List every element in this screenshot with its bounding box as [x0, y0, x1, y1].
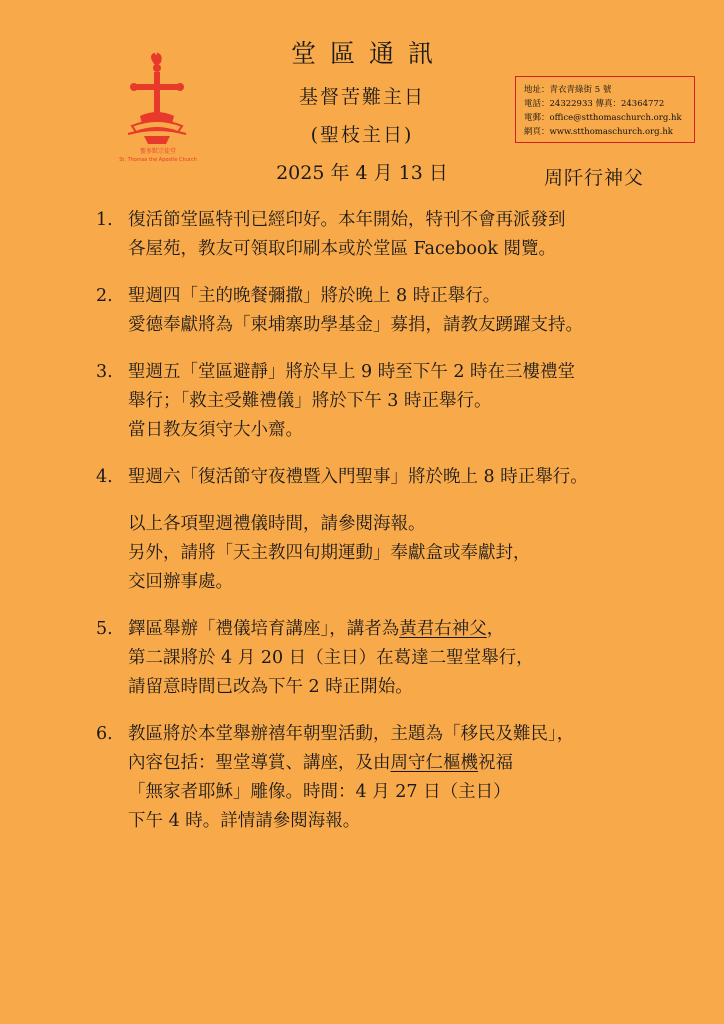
- item-text: 祝福: [478, 753, 513, 773]
- item-text: 內容包括：聖堂導賞、講座，及由: [128, 753, 391, 773]
- logo-caption-en: St. Thomas the Apostle Church: [119, 157, 197, 163]
- item-line: 復活節堂區特刊已經印好。本年開始，特刊不會再派發到: [128, 210, 566, 230]
- contact-website: 網頁：www.stthomaschurch.org.hk: [524, 127, 673, 137]
- item-number: 4.: [96, 467, 113, 487]
- item-text: ，: [486, 619, 505, 639]
- item-line: 聖週六「復活節守夜禮暨入門聖事」將於晚上 8 時正舉行。: [128, 467, 588, 487]
- church-cross-logo-icon: [110, 52, 206, 164]
- item-line: 各屋苑，教友可領取印刷本或於堂區 Facebook 閱覽。: [128, 239, 557, 259]
- item-line: [128, 749, 686, 778]
- item-number: 6.: [96, 724, 113, 744]
- logo-caption: 聖多默宗徒堂: [139, 148, 177, 155]
- contact-email: 電郵：office@stthomaschurch.org.hk: [524, 113, 682, 123]
- liturgical-day: 基督苦難主日: [298, 86, 425, 108]
- item-line: 舉行；「救主受難禮儀」將於下午 3 時正舉行。: [128, 391, 492, 411]
- item-line: 「無家者耶穌」雕像。時間：4 月 27 日（主日）: [128, 782, 511, 802]
- item-number: 5.: [96, 619, 113, 639]
- announcement-item-4: [96, 463, 686, 597]
- announcement-list: [96, 206, 686, 854]
- item-note-line: 另外，請將「天主教四旬期運動」奉獻盒或奉獻封，: [128, 543, 531, 563]
- announcement-item-2: [96, 282, 686, 340]
- item-line: [128, 615, 686, 644]
- announcement-item-6: [96, 720, 686, 836]
- item-line: 下午 4 時。詳情請參閱海報。: [128, 811, 361, 831]
- item-line: 聖週四「主的晚餐彌撒」將於晚上 8 時正舉行。: [128, 286, 501, 306]
- page-title: 堂區通訊: [290, 39, 447, 68]
- item-number: 3.: [96, 362, 113, 382]
- announcement-item-1: [96, 206, 686, 264]
- announcement-item-5: [96, 615, 686, 702]
- item-line: 當日教友須守大小齋。: [128, 420, 303, 440]
- issue-date: 2025 年 4 月 13 日: [276, 162, 448, 184]
- contact-box: [515, 76, 695, 143]
- item-line: 教區將於本堂舉辦禧年朝聖活動，主題為「移民及難民」，: [128, 724, 575, 744]
- item-line: 請留意時間已改為下午 2 時正開始。: [128, 677, 413, 697]
- speaker-name: 黃君右神父: [399, 619, 487, 639]
- item-number: 1.: [96, 210, 113, 230]
- contact-phone: 電話：24322933 傳真：24364772: [524, 99, 665, 109]
- liturgical-day-alt: (聖枝主日): [310, 124, 414, 146]
- item-number: 2.: [96, 286, 113, 306]
- contact-address: 地址：青衣青綠街 5 號: [524, 85, 612, 95]
- item-line: 聖週五「堂區避靜」將於早上 9 時至下午 2 時在三樓禮堂: [128, 362, 576, 382]
- item-line: 第二課將於 4 月 20 日（主日）在葛達二聖堂舉行，: [128, 648, 534, 668]
- cardinal-name: 周守仁樞機: [390, 753, 478, 773]
- announcement-item-3: [96, 358, 686, 445]
- item-line: 愛德奉獻將為「柬埔寨助學基金」募捐，請教友踴躍支持。: [128, 315, 583, 335]
- item-note-line: 交回辦事處。: [128, 572, 233, 592]
- priest-name: 周阡行神父: [544, 167, 645, 189]
- item-text: 鐸區舉辦「禮儀培育講座」，講者為: [128, 619, 400, 639]
- item-note-line: 以上各項聖週禮儀時間，請參閱海報。: [128, 514, 426, 534]
